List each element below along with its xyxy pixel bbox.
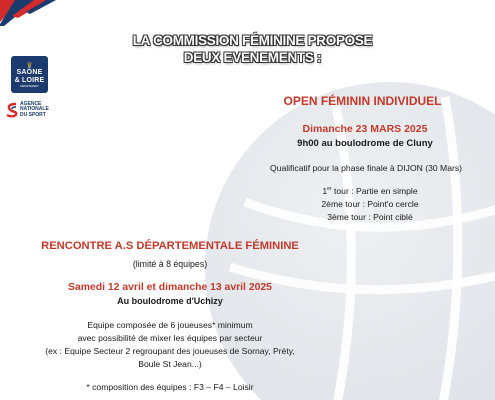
event1-qualification: Qualificatif pour la phase finale à DIJON (30 Mars) <box>269 163 462 173</box>
agence-nationale-du-sport-logo <box>6 100 66 120</box>
saone-logo-line3: DÉPARTEMENT <box>20 85 39 88</box>
event2-limit: (limité à 8 équipes) <box>132 259 208 269</box>
event2-desc-line4: Boule St Jean...) <box>138 359 202 369</box>
event1-tour2: 2ème tour : Point'o cercle <box>321 199 419 209</box>
event1-tour1 <box>300 186 440 196</box>
event1-time-place: 9h00 au boulodrome de Cluny <box>297 138 433 149</box>
title-line1: LA COMMISSION FÉMININE PROPOSE <box>132 33 373 48</box>
ans-line3: DU SPORT <box>20 111 46 118</box>
event2-desc-line1: Equipe composée de 6 joueuses* minimum <box>87 320 253 330</box>
event2-place: Au boulodrome d'Uchizy <box>117 296 223 306</box>
tour1-superscript: er <box>327 186 332 193</box>
event2-desc-line3: (ex : Equipe Secteur 2 regroupant des joueuses de Sornay, Préty, <box>45 346 295 356</box>
crown-icon: ♛ <box>26 62 33 69</box>
event1-title: OPEN FÉMININ INDIVIDUEL <box>283 94 442 108</box>
event2-desc-line2: avec possibilité de mixer les équipes par secteur <box>77 333 263 343</box>
event2-date: Samedi 12 avril et dimanche 13 avril 2025 <box>68 282 272 293</box>
saone-logo-line2: & LOIRE <box>14 77 45 84</box>
corner-ribbons-decoration <box>0 0 60 28</box>
page-title <box>110 32 395 66</box>
ans-line2: NATIONALE <box>20 106 49 113</box>
tour1-number: 1 <box>322 186 328 196</box>
ans-line1: AGENCE <box>20 101 42 107</box>
saone-et-loire-logo <box>11 56 48 93</box>
event2-composition: * composition des équipes : F3 – F4 – Loisir <box>86 382 254 392</box>
ans-swoosh-icon <box>6 102 18 118</box>
title-line2: DEUX EVENEMENTS : <box>183 50 322 65</box>
event1-tour3: 3ème tour : Point ciblé <box>327 212 413 222</box>
event1-date: Dimanche 23 MARS 2025 <box>302 123 428 135</box>
tour1-text: tour : Partie en simple <box>331 186 418 196</box>
event2-title: RENCONTRE A.S DÉPARTEMENTALE FÉMININE <box>41 240 299 252</box>
saone-logo-line1: SAÔNE <box>16 69 43 76</box>
